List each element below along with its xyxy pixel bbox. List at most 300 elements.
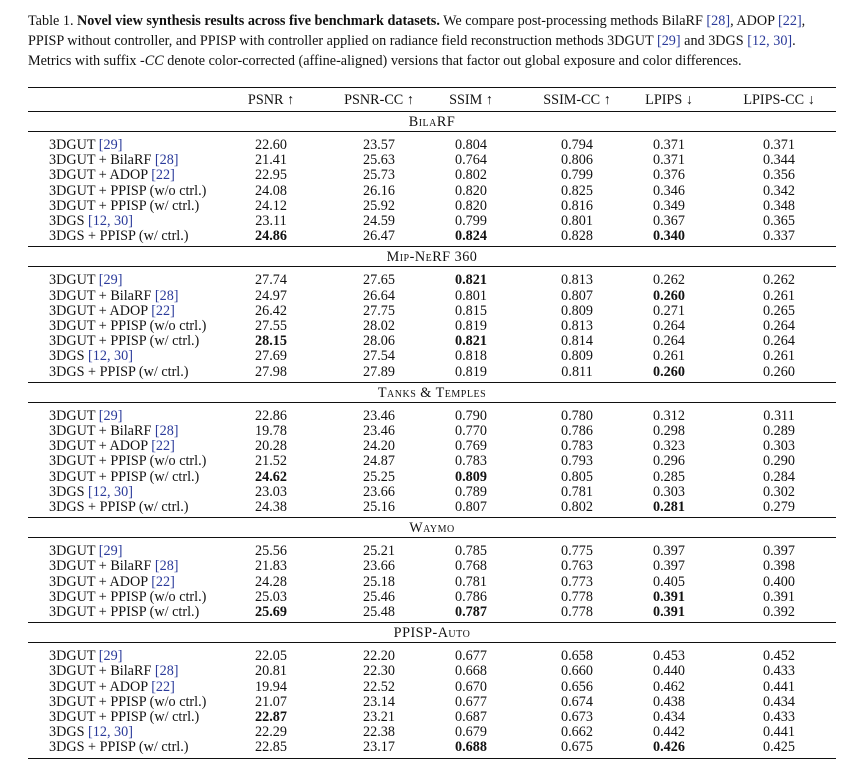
caption-text: , ADOP [730, 13, 779, 29]
metric-value: 24.08 [255, 182, 287, 199]
method-label: 3DGUT + PPISP (w/ ctrl.) [49, 197, 200, 214]
metric-value: 0.391 [653, 604, 685, 620]
metric-value: 0.679 [455, 724, 487, 741]
metric-value: 0.674 [561, 693, 593, 710]
method-label: 3DGUT + PPISP (w/ ctrl.) [49, 468, 200, 485]
metric-value: 0.371 [653, 152, 685, 169]
metric-value: 22.85 [255, 739, 287, 756]
metric-value: 0.298 [653, 423, 685, 439]
metric-value: 0.775 [561, 543, 593, 560]
metric-value: 0.820 [455, 197, 487, 214]
method-name [49, 438, 175, 454]
metric-value: 27.75 [363, 302, 395, 319]
metric-value: 0.303 [653, 483, 685, 500]
metric-value: 0.813 [561, 318, 593, 334]
metric-value: 28.02 [363, 318, 395, 334]
metric-value: 0.670 [455, 678, 487, 695]
section-title: PPISP-Auto [393, 625, 471, 642]
metric-value: 28.06 [363, 333, 395, 350]
method-label: 3DGUT + PPISP (w/ ctrl.) [49, 709, 200, 725]
metric-value: 0.811 [561, 363, 593, 380]
metric-value: 0.260 [653, 363, 685, 380]
citation-link[interactable]: [29] [656, 33, 681, 49]
metric-value: 0.804 [455, 137, 487, 153]
metric-value: 22.05 [255, 648, 287, 665]
metric-value: 26.47 [363, 228, 395, 245]
metric-value: 0.425 [763, 739, 795, 756]
method-name [49, 228, 189, 244]
metric-value: 0.433 [763, 663, 795, 680]
metric-value: 0.391 [763, 588, 795, 605]
metric-value: 0.264 [763, 333, 795, 350]
metric-value: 0.763 [561, 558, 593, 575]
metric-value: 0.786 [455, 588, 487, 605]
metric-value: 26.42 [255, 302, 287, 319]
caption-text: , PPISP without controller, and PPISP with controller applied on radiance field reconstruction methods 3DGUT [28, 13, 806, 49]
method-label: 3DGUT + ADOP [49, 573, 148, 590]
caption-text: and 3DGS [680, 33, 748, 49]
metric-value: 0.337 [763, 228, 795, 245]
method-label: 3DGUT [49, 407, 96, 424]
metric-value: 0.433 [763, 709, 795, 725]
metric-value: 0.262 [653, 272, 685, 289]
metric-value: 0.371 [653, 137, 685, 153]
section-title: Waymo [409, 520, 455, 537]
method-label: 3DGS + PPISP (w/ ctrl.) [49, 739, 189, 756]
metric-value: 21.52 [255, 453, 287, 470]
metric-value: 0.778 [561, 588, 593, 605]
method-name [49, 364, 189, 380]
metric-value: 0.438 [653, 693, 685, 710]
section-rule [28, 642, 836, 643]
method-label: 3DGUT + ADOP [49, 167, 148, 184]
method-name [49, 423, 179, 439]
section-rule [28, 517, 836, 518]
top-rule [28, 87, 836, 88]
method-label: 3DGUT + PPISP (w/o ctrl.) [49, 318, 207, 334]
metric-value: 0.261 [653, 348, 685, 365]
metric-value: 27.98 [255, 363, 287, 380]
metric-value: 0.769 [455, 438, 487, 455]
method-label: 3DGUT [49, 543, 96, 560]
caption-text: -CC [140, 53, 164, 69]
section-title: Mip-NeRF 360 [386, 249, 478, 266]
metric-value: 0.824 [455, 228, 487, 245]
metric-value: 0.677 [455, 693, 487, 710]
method-label: 3DGS [49, 483, 85, 500]
metric-value: 0.346 [653, 182, 685, 199]
method-label: 3DGUT + ADOP [49, 678, 148, 695]
metric-value: 25.56 [255, 543, 287, 560]
section-rule [28, 246, 836, 247]
metric-value: 24.38 [255, 499, 287, 515]
metric-value: 0.820 [455, 182, 487, 199]
metric-value: 0.323 [653, 438, 685, 455]
metric-value: 21.83 [255, 558, 287, 575]
metric-value: 25.16 [363, 499, 395, 515]
metric-value: 27.65 [363, 272, 395, 289]
citation-link[interactable]: [29] [98, 272, 123, 289]
metric-value: 0.261 [763, 287, 795, 304]
citation-link[interactable]: [28] [706, 13, 731, 29]
metric-value: 23.14 [363, 693, 395, 710]
metric-value: 0.801 [561, 213, 593, 229]
citation-link[interactable]: [28] [154, 287, 179, 304]
metric-value: 0.365 [763, 213, 795, 229]
method-name [49, 499, 189, 515]
metric-value: 0.781 [561, 483, 593, 500]
citation-link[interactable]: [29] [98, 543, 123, 560]
method-name [49, 663, 179, 679]
caption-label: Table 1. [28, 13, 74, 29]
caption-text: denote color-corrected (affine-aligned) versions that factor out global exposure and color differences. [163, 53, 742, 69]
metric-value: 0.453 [653, 648, 685, 665]
metric-value: 21.07 [255, 693, 287, 710]
metric-value: 0.687 [455, 709, 487, 725]
metric-value: 0.311 [763, 407, 795, 424]
metric-value: 21.41 [255, 152, 287, 169]
metric-value: 23.66 [363, 558, 395, 575]
citation-link[interactable]: [22] [151, 573, 175, 590]
metric-value: 0.801 [455, 287, 487, 304]
metric-value: 22.38 [363, 724, 395, 741]
metric-value: 0.264 [653, 333, 685, 350]
metric-value: 0.397 [763, 543, 795, 560]
method-name [49, 574, 175, 590]
method-name [49, 288, 179, 304]
metric-value: 25.03 [255, 588, 287, 605]
metric-value: 25.18 [363, 573, 395, 590]
citation-link[interactable]: [12, 30] [88, 483, 133, 500]
metric-value: 27.69 [255, 348, 287, 365]
metric-value: 0.441 [763, 724, 795, 741]
section-title: Tanks & Temples [377, 384, 487, 401]
metric-value: 0.348 [763, 197, 795, 214]
metric-value: 0.398 [763, 558, 795, 575]
metric-value: 0.452 [763, 648, 795, 665]
method-name [49, 453, 206, 469]
metric-value: 0.813 [561, 272, 593, 289]
metric-value: 0.793 [561, 453, 593, 470]
metric-value: 0.673 [561, 709, 593, 725]
metric-value: 24.62 [255, 468, 287, 485]
metric-value: 25.25 [363, 468, 395, 485]
metric-value: 22.52 [363, 678, 395, 695]
section-rule [28, 382, 836, 383]
metric-value: 20.81 [255, 663, 287, 680]
citation-link[interactable]: [22] [151, 438, 175, 455]
column-header: PSNR ↑ [247, 92, 295, 108]
metric-value: 0.426 [653, 739, 685, 756]
metric-value: 0.662 [561, 724, 593, 741]
method-label: 3DGUT + BilaRF [49, 287, 152, 304]
metric-value: 0.770 [455, 423, 487, 439]
metric-value: 0.265 [763, 302, 795, 319]
metric-value: 23.21 [363, 709, 395, 725]
caption-text: . Metrics with suffix [28, 33, 796, 69]
metric-value: 0.441 [763, 678, 795, 695]
section-rule [28, 266, 836, 267]
method-name [49, 694, 206, 710]
metric-value: 0.809 [561, 302, 593, 319]
metric-value: 0.787 [455, 604, 487, 620]
metric-value: 0.296 [653, 453, 685, 470]
metric-value: 24.12 [255, 197, 287, 214]
metric-value: 0.806 [561, 152, 593, 169]
metric-value: 19.94 [255, 678, 287, 695]
metric-value: 0.816 [561, 197, 593, 214]
citation-link[interactable]: [28] [154, 663, 179, 680]
metric-value: 0.677 [455, 648, 487, 665]
metric-value: 27.74 [255, 272, 287, 289]
metric-value: 28.15 [255, 333, 287, 350]
metric-value: 23.17 [363, 739, 395, 756]
metric-value: 0.780 [561, 407, 593, 424]
method-label: 3DGUT + BilaRF [49, 663, 152, 680]
method-name [49, 648, 122, 664]
method-name [49, 152, 179, 168]
citation-link[interactable]: [29] [98, 407, 123, 424]
metric-value: 0.688 [455, 739, 487, 756]
metric-value: 0.400 [763, 573, 795, 590]
metric-value: 0.261 [763, 348, 795, 365]
method-label: 3DGUT + PPISP (w/o ctrl.) [49, 182, 207, 199]
metric-value: 0.264 [763, 318, 795, 334]
method-label: 3DGUT + PPISP (w/ ctrl.) [49, 604, 200, 620]
method-name [49, 679, 175, 695]
citation-link[interactable]: [22] [151, 302, 175, 319]
section-title: BilaRF [408, 114, 456, 130]
method-name [49, 272, 122, 288]
metric-value: 0.376 [653, 167, 685, 184]
metric-value: 0.825 [561, 182, 593, 199]
section-rule [28, 402, 836, 403]
metric-value: 23.46 [363, 407, 395, 424]
metric-value: 25.48 [363, 604, 395, 620]
citation-link[interactable]: [12, 30] [88, 724, 133, 741]
metric-value: 0.668 [455, 663, 487, 680]
metric-value: 0.279 [763, 499, 795, 515]
metric-value: 24.20 [363, 438, 395, 455]
method-label: 3DGUT + BilaRF [49, 423, 152, 439]
method-name [49, 408, 122, 424]
metric-value: 0.675 [561, 739, 593, 756]
metric-value: 0.405 [653, 573, 685, 590]
metric-value: 26.64 [363, 287, 395, 304]
bottom-rule [28, 758, 836, 759]
metric-value: 27.89 [363, 363, 395, 380]
metric-value: 0.789 [455, 483, 487, 500]
metric-value: 0.818 [455, 348, 487, 365]
metric-value: 0.809 [455, 468, 487, 485]
metric-value: 0.349 [653, 197, 685, 214]
citation-link[interactable]: [22] [778, 13, 802, 29]
metric-value: 24.87 [363, 453, 395, 470]
method-label: 3DGS [49, 213, 85, 229]
metric-value: 27.55 [255, 318, 287, 334]
metric-value: 25.69 [255, 604, 287, 620]
metric-value: 0.807 [561, 287, 593, 304]
method-label: 3DGS [49, 348, 85, 365]
metric-value: 0.799 [561, 167, 593, 184]
citation-link[interactable]: [22] [151, 678, 175, 695]
method-name [49, 348, 133, 364]
metric-value: 0.397 [653, 543, 685, 560]
method-name [49, 167, 175, 183]
metric-value: 22.87 [255, 709, 287, 725]
metric-value: 0.790 [455, 407, 487, 424]
metric-value: 0.442 [653, 724, 685, 741]
metric-value: 25.73 [363, 167, 395, 184]
metric-value: 0.281 [653, 499, 685, 515]
metric-value: 0.262 [763, 272, 795, 289]
method-label: 3DGUT + PPISP (w/o ctrl.) [49, 588, 207, 605]
metric-value: 0.434 [763, 693, 795, 710]
method-name [49, 724, 133, 740]
metric-value: 0.807 [455, 499, 487, 515]
metric-value: 0.783 [455, 453, 487, 470]
citation-link[interactable]: [29] [98, 137, 123, 153]
metric-value: 0.264 [653, 318, 685, 334]
metric-value: 24.28 [255, 573, 287, 590]
method-name [49, 303, 175, 319]
metric-value: 25.21 [363, 543, 395, 560]
metric-value: 25.63 [363, 152, 395, 169]
section-rule [28, 622, 836, 623]
method-label: 3DGS + PPISP (w/ ctrl.) [49, 228, 189, 245]
metric-value: 0.371 [763, 137, 795, 153]
metric-value: 0.768 [455, 558, 487, 575]
metric-value: 22.29 [255, 724, 287, 741]
metric-value: 0.821 [455, 272, 487, 289]
method-name [49, 604, 199, 620]
method-label: 3DGUT + BilaRF [49, 152, 152, 169]
metric-value: 0.340 [653, 228, 685, 245]
metric-value: 25.92 [363, 197, 395, 214]
metric-value: 0.302 [763, 483, 795, 500]
citation-link[interactable]: [28] [154, 558, 179, 575]
method-label: 3DGUT + PPISP (w/o ctrl.) [49, 453, 207, 470]
metric-value: 0.819 [455, 318, 487, 334]
metric-value: 0.814 [561, 333, 593, 350]
metric-value: 0.815 [455, 302, 487, 319]
metric-value: 0.781 [455, 573, 487, 590]
method-label: 3DGUT + BilaRF [49, 558, 152, 575]
metric-value: 0.462 [653, 678, 685, 695]
method-label: 3DGUT + PPISP (w/o ctrl.) [49, 693, 207, 710]
metric-value: 0.391 [653, 588, 685, 605]
metric-value: 0.285 [653, 468, 685, 485]
metric-value: 0.284 [763, 468, 795, 485]
metric-value: 23.46 [363, 423, 395, 439]
method-label: 3DGUT + ADOP [49, 438, 148, 455]
method-name [49, 318, 206, 334]
column-header: LPIPS ↓ [645, 92, 693, 108]
metric-value: 0.392 [763, 604, 795, 620]
metric-value: 22.30 [363, 663, 395, 680]
method-name [49, 484, 133, 500]
metric-value: 0.656 [561, 678, 593, 695]
metric-value: 23.57 [363, 137, 395, 153]
metric-value: 0.805 [561, 468, 593, 485]
metric-value: 0.271 [653, 302, 685, 319]
metric-value: 0.260 [763, 363, 795, 380]
metric-value: 24.97 [255, 287, 287, 304]
method-name [49, 183, 206, 199]
citation-link[interactable]: [28] [154, 423, 179, 439]
method-label: 3DGUT [49, 648, 96, 665]
method-label: 3DGS + PPISP (w/ ctrl.) [49, 499, 189, 515]
method-label: 3DGUT [49, 137, 96, 153]
method-label: 3DGUT + ADOP [49, 302, 148, 319]
metric-value: 24.86 [255, 228, 287, 245]
caption-text: We compare post-processing methods BilaRF [439, 13, 707, 29]
metric-value: 0.260 [653, 287, 685, 304]
metric-value: 0.290 [763, 453, 795, 470]
metric-value: 0.786 [561, 423, 593, 439]
method-label: 3DGS + PPISP (w/ ctrl.) [49, 363, 189, 380]
metric-value: 25.46 [363, 588, 395, 605]
column-header: SSIM-CC ↑ [543, 92, 611, 108]
method-name [49, 739, 189, 755]
citation-link[interactable]: [28] [154, 152, 179, 169]
metric-value: 0.785 [455, 543, 487, 560]
method-name [49, 469, 199, 485]
metric-value: 0.312 [653, 407, 685, 424]
metric-value: 22.20 [363, 648, 395, 665]
table-caption [28, 11, 836, 71]
method-name [49, 709, 199, 725]
metric-value: 0.809 [561, 348, 593, 365]
metric-value: 23.03 [255, 483, 287, 500]
metric-value: 0.773 [561, 573, 593, 590]
metric-value: 0.821 [455, 333, 487, 350]
metric-value: 0.342 [763, 182, 795, 199]
column-header: SSIM ↑ [449, 92, 493, 108]
metric-value: 27.54 [363, 348, 395, 365]
citation-link[interactable]: [12, 30] [88, 213, 133, 229]
method-label: 3DGUT [49, 272, 96, 289]
metric-value: 22.86 [255, 407, 287, 424]
citation-link[interactable]: [29] [98, 648, 123, 665]
metric-value: 0.794 [561, 137, 593, 153]
citation-link[interactable]: [12, 30] [88, 348, 133, 365]
method-name [49, 543, 122, 559]
metric-value: 26.16 [363, 182, 395, 199]
metric-value: 0.367 [653, 213, 685, 229]
method-name [49, 333, 199, 349]
metric-value: 0.289 [763, 423, 795, 439]
citation-link[interactable]: [22] [151, 167, 175, 184]
method-name [49, 137, 122, 153]
metric-value: 0.303 [763, 438, 795, 455]
metric-value: 0.799 [455, 213, 487, 229]
metric-value: 22.60 [255, 137, 287, 153]
section-rule [28, 131, 836, 132]
metric-value: 23.11 [255, 213, 287, 229]
metric-value: 0.802 [455, 167, 487, 184]
metric-value: 0.660 [561, 663, 593, 680]
method-name [49, 213, 133, 229]
metric-value: 23.66 [363, 483, 395, 500]
method-label: 3DGS [49, 724, 85, 741]
method-name [49, 558, 179, 574]
metric-value: 0.658 [561, 648, 593, 665]
metric-value: 0.778 [561, 604, 593, 620]
metric-value: 19.78 [255, 423, 287, 439]
metric-value: 0.819 [455, 363, 487, 380]
citation-link[interactable]: [12, 30] [747, 33, 793, 49]
